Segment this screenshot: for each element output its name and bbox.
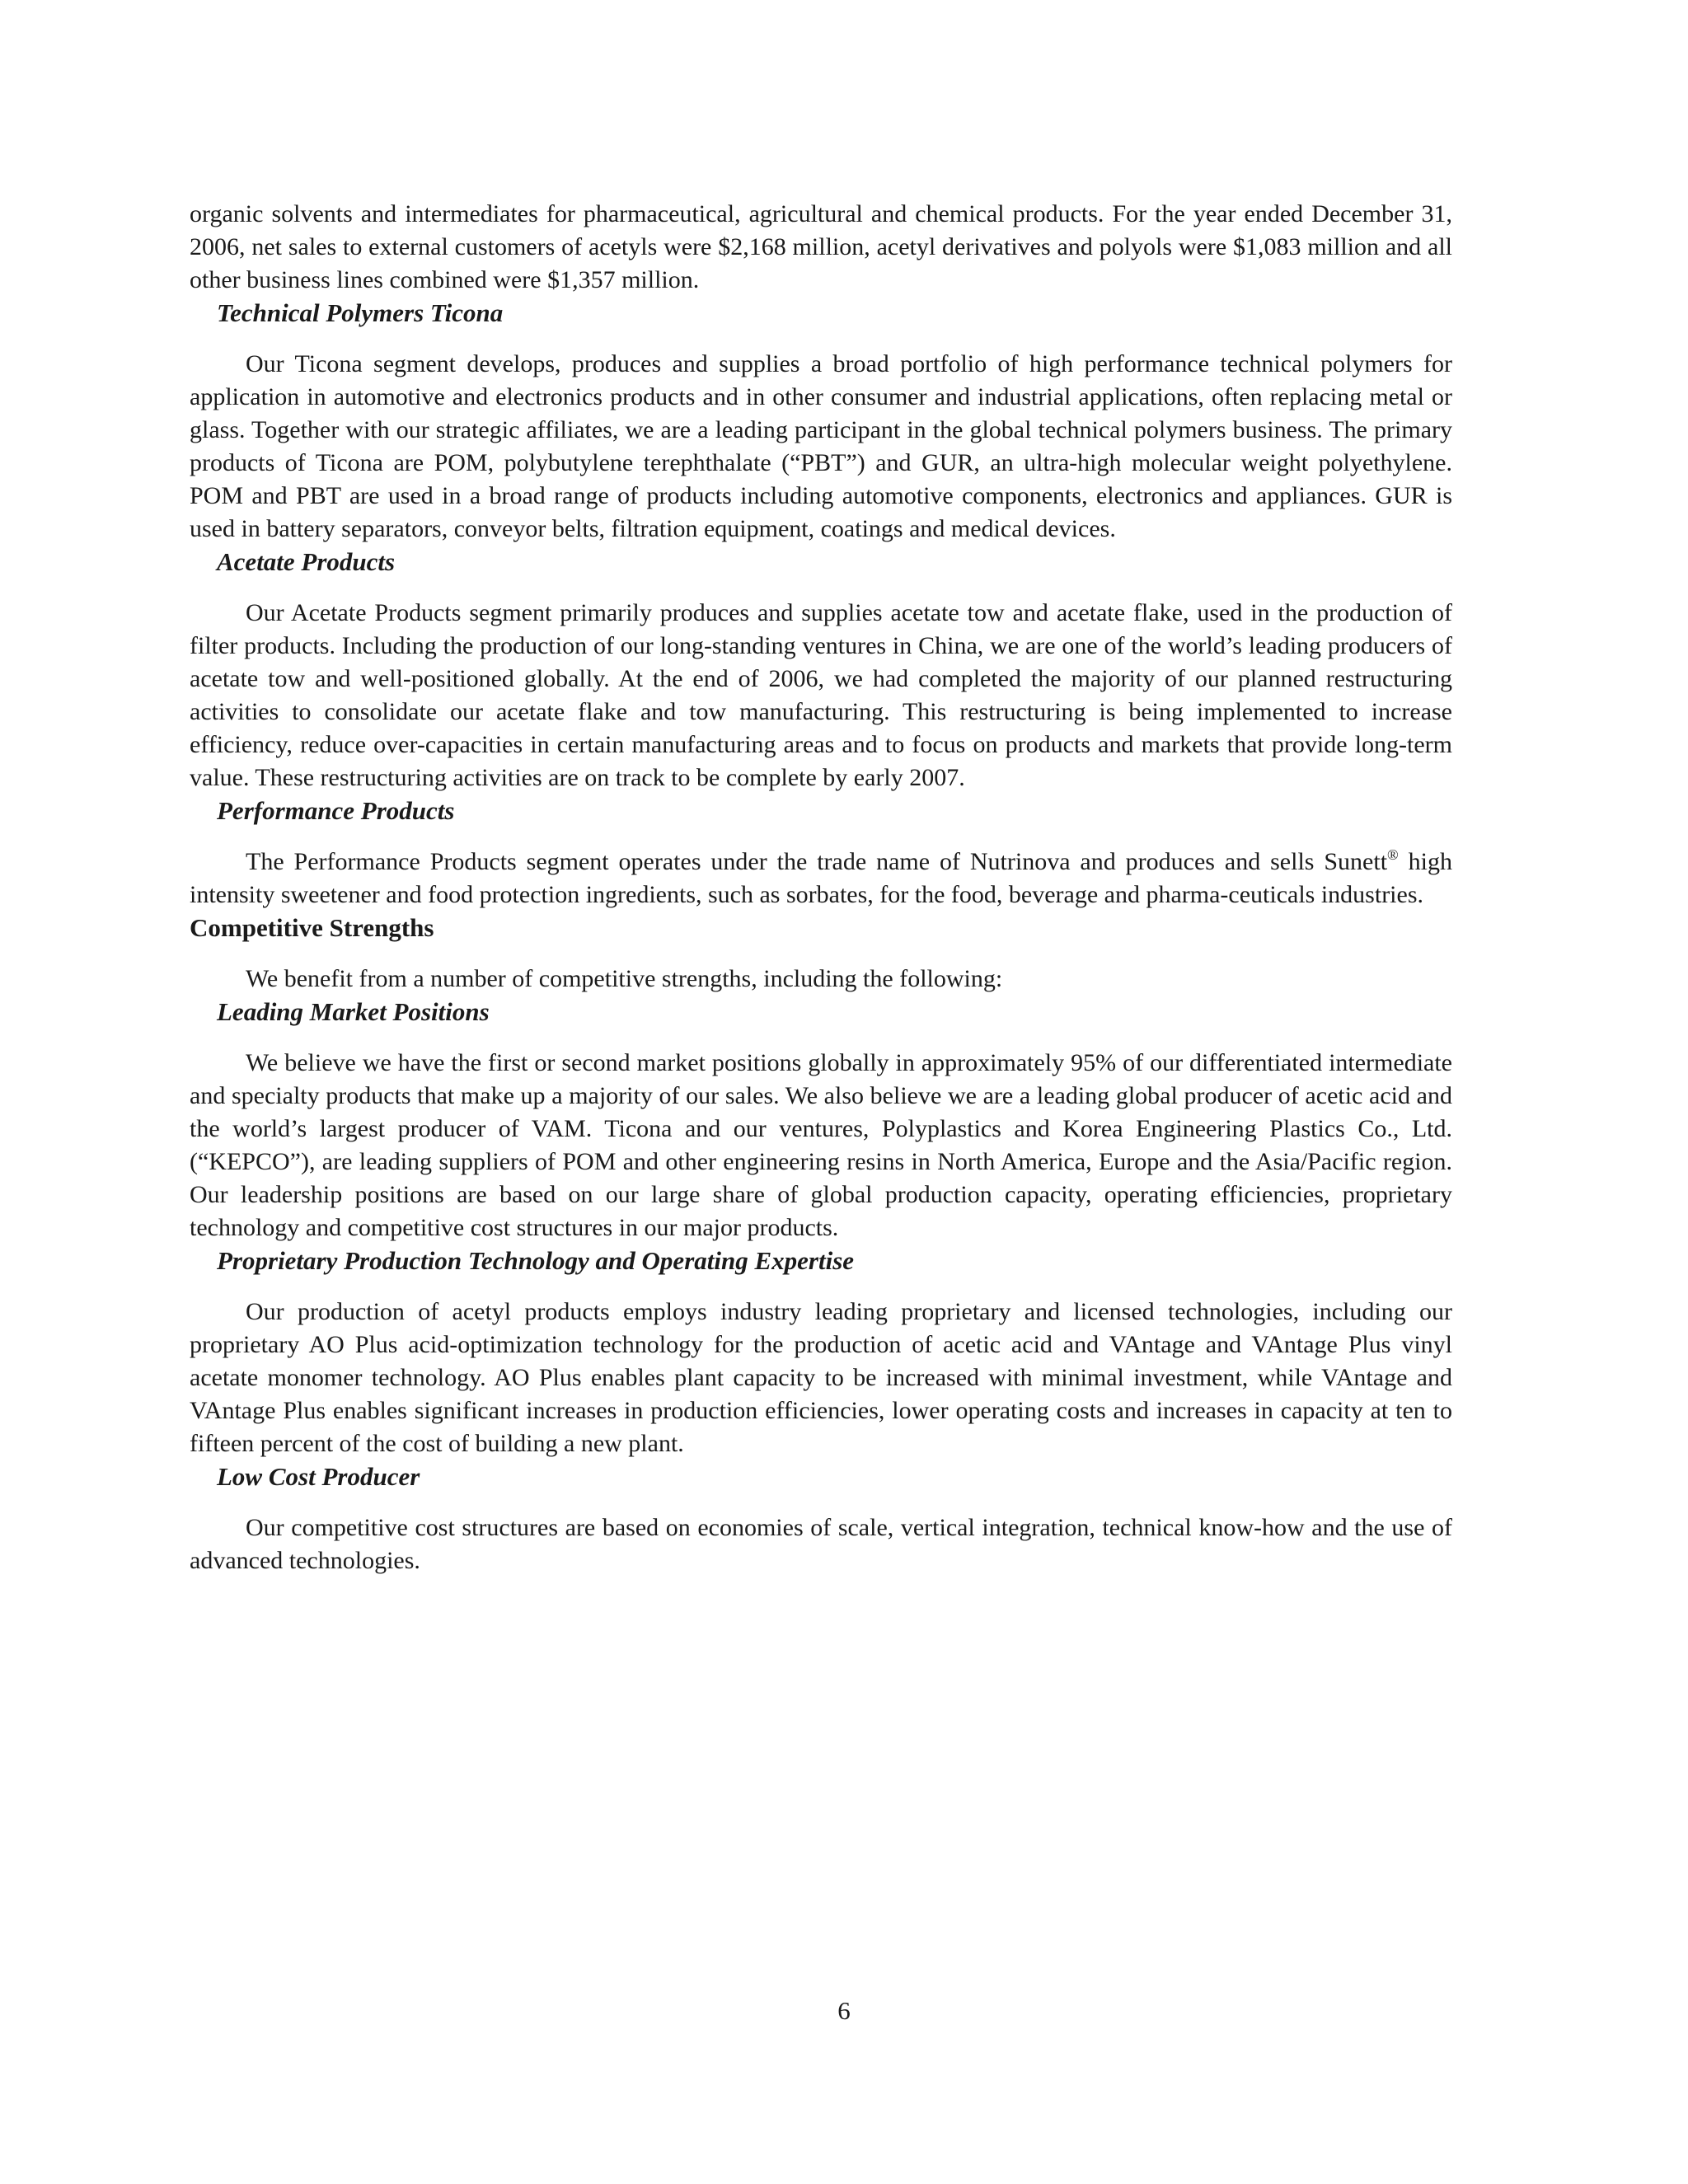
lowcost-heading: Low Cost Producer [217,1462,420,1491]
acetate-paragraph: Our Acetate Products segment primarily produces and supplies acetate tow and acetate flake, used in the production of filter products. Including the production of our long-standing ventures in China, we are one of the world’s leading producers of acetate tow and well-positioned globally. At the end of 2006, we had completed the majority of our planned restructuring activities to consolidate our acetate flake and tow manufacturing. This restructuring is being implemented to increase efficiency, reduce over-capacities in certain manufacturing areas and to focus on products and markets that provide long-term value. These restructuring activities are on track to be complete by early 2007. [190,599,1452,791]
performance-heading: Performance Products [217,796,455,825]
ticona-heading: Technical Polymers Ticona [217,298,504,327]
lowcost-paragraph: Our competitive cost structures are based on economies of scale, vertical integration, technical know-how and the use of advanced technologies. [190,1514,1452,1574]
registered-mark: ® [1387,846,1399,863]
leading-heading: Leading Market Positions [217,997,490,1026]
document-page [190,198,1452,1577]
proprietary-paragraph: Our production of acetyl products employs industry leading proprietary and licensed technologies, including our proprietary AO Plus acid-optimization technology for the production of acetic acid and VAntage and VAntage Plus vinyl acetate monomer technology. AO Plus enables plant capacity to be increased with minimal investment, while VAntage and VAntage Plus enables significant increases in production efficiencies, lower operating costs and increases in capacity at ten to fifteen percent of the cost of building a new plant. [190,1298,1452,1457]
performance-text-after: high intensity sweetener and food protection ingredients, such as sorbates, for the food, beverage and pharma-ceuticals industries. [190,848,1452,908]
page-number: 6 [837,1996,851,2025]
intro-paragraph: organic solvents and intermediates for pharmaceutical, agricultural and chemical products. For the year ended December 31, 2006, net sales to external customers of acetyls were $2,168 million, acetyl derivatives and polyols were $1,083 million and all other business lines combined were $1,357 million. [190,200,1452,293]
performance-text-before: The Performance Products segment operates under the trade name of Nutrinova and produces and sells Sunett [246,848,1388,875]
acetate-heading: Acetate Products [217,547,396,576]
competitive-strengths-paragraph: We benefit from a number of competitive strengths, including the following: [246,965,1003,992]
competitive-strengths-heading: Competitive Strengths [190,913,434,942]
performance-paragraph [190,846,1452,912]
ticona-paragraph: Our Ticona segment develops, produces and supplies a broad portfolio of high performance technical polymers for application in automotive and electronics products and in other consumer and industrial applications, often replacing metal or glass. Together with our strategic affiliates, we are a leading participant in the global technical polymers business. The primary products of Ticona are POM, polybutylene terephthalate (“PBT”) and GUR, an ultra-high molecular weight polyethylene. POM and PBT are used in a broad range of products including automotive components, electronics and appliances. GUR is used in battery separators, conveyor belts, filtration equipment, coatings and medical devices. [190,350,1452,542]
proprietary-heading: Proprietary Production Technology and Operating Expertise [217,1246,855,1275]
leading-paragraph: We believe we have the first or second market positions globally in approximately 95% of our differentiated intermediate and specialty products that make up a majority of our sales. We also believe we are a leading global producer of acetic acid and the world’s largest producer of VAM. Ticona and our ventures, Polyplastics and Korea Engineering Plastics Co., Ltd. (“KEPCO”), are leading suppliers of POM and other engineering resins in North America, Europe and the Asia/Pacific region. Our leadership positions are based on our large share of global production capacity, operating efficiencies, proprietary technology and competitive cost structures in our major products. [190,1049,1452,1241]
